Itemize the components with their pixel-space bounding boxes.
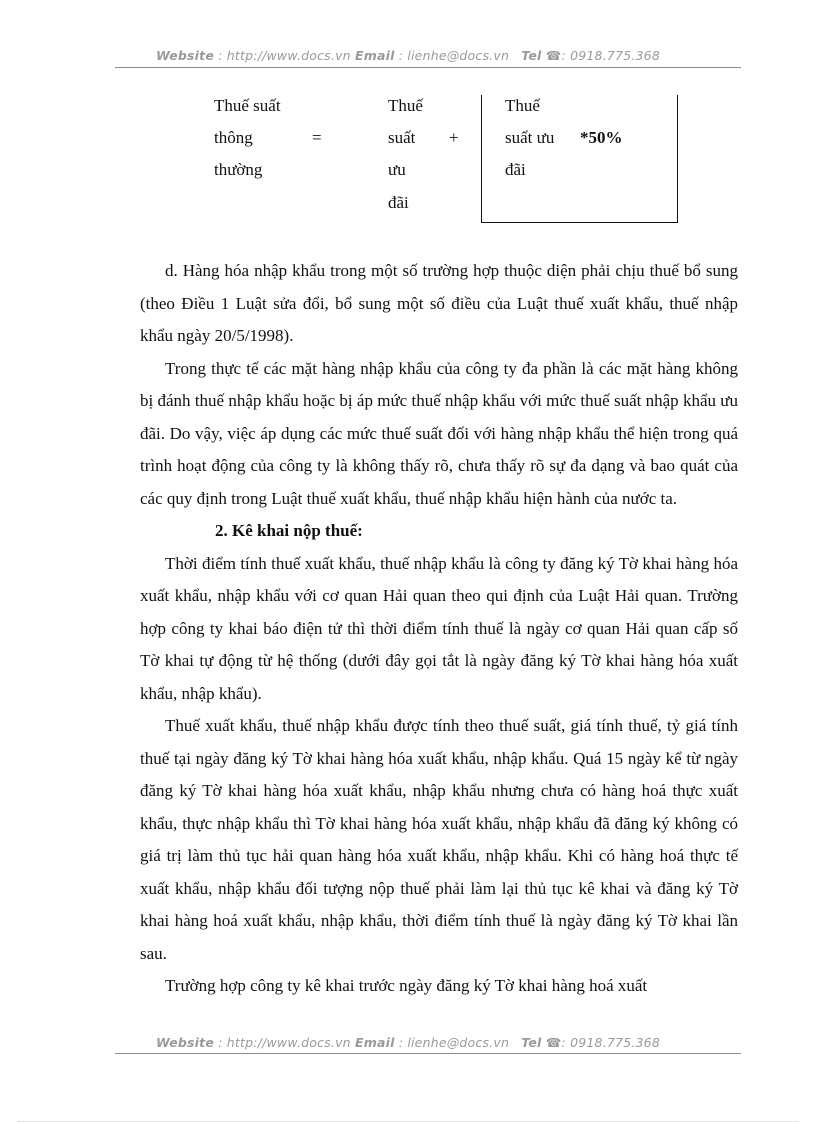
email-address[interactable]: : lienhe@docs.vn	[398, 1035, 510, 1050]
formula-left-line-1: Thuế suất	[214, 96, 281, 115]
email-label: Email	[354, 1035, 395, 1050]
website-url[interactable]: : http://www.docs.vn	[218, 48, 351, 63]
paragraph-calculation: Thuế xuất khẩu, thuế nhập khẩu được tính theo thuế suất, giá tính thuế, tỷ giá tính thuế tại ngày đăng ký Tờ khai hàng hóa xuất khẩu, nhập khẩu. Quá 15 ngày kể từ ngày đăng ký Tờ khai hàng hóa xuất khẩu, nhập khẩu nhưng chưa có hàng hoá thực xuất khẩu, thực nhập khẩu thì Tờ khai hàng hóa xuất khẩu, nhập khẩu đã đăng ký không có giá trị làm thủ tục hải quan hàng hóa xuất khẩu, nhập khẩu. Khi có hàng hoá thực tế xuất khẩu, nhập khẩu đối tượng nộp thuế phải làm lại thủ tục kê khai và đăng ký Tờ khai hàng hoá xuất khẩu, nhập khẩu, thời điểm tính thuế là ngày đăng ký Tờ khai lần sau.	[140, 716, 738, 963]
phone-icon: ☎	[545, 1035, 562, 1050]
email-label: Email	[354, 48, 395, 63]
formula-middle-line-2: suất	[388, 128, 416, 147]
email-address[interactable]: : lienhe@docs.vn	[398, 48, 510, 63]
paragraph-practice: Trong thực tế các mặt hàng nhập khẩu của công ty đa phần là các mặt hàng không bị đánh thuế nhập khẩu hoặc bị áp mức thuế nhập khẩu với mức thuế suất nhập khẩu ưu đãi. Do vậy, việc áp dụng các mức thuế suất đối với hàng nhập khẩu thể hiện trong quá trình hoạt động của công ty là không thấy rõ, chưa thấy rõ sự đa dạng và bao quát của các quy định trong Luật thuế xuất khẩu, thuế nhập khẩu hiện hành của nước ta.	[140, 358, 738, 508]
website-label: Website	[156, 1035, 215, 1050]
paragraph-prior-declaration: Trường hợp công ty kê khai trước ngày đăng ký Tờ khai hàng hoá xuất	[165, 976, 648, 995]
formula-right-line-1: Thuế	[505, 96, 540, 115]
formula-multiplier: *50%	[580, 128, 623, 147]
formula-middle-line-1: Thuế	[388, 96, 423, 115]
document-body	[140, 255, 738, 1003]
formula-right-line-2: suất ưu	[505, 128, 555, 147]
formula-left-line-2: thông	[214, 128, 253, 147]
formula-middle-line-3: ưu	[388, 160, 406, 179]
tel-label: Tel	[521, 48, 542, 63]
tel-label: Tel	[521, 1035, 542, 1050]
page-edge-dots	[18, 1121, 798, 1122]
page-footer	[0, 1035, 816, 1050]
paragraph-d: d. Hàng hóa nhập khẩu trong một số trường hợp thuộc diện phải chịu thuế bổ sung (theo Điều 1 Luật sửa đổi, bổ sung một số điều của Luật thuế xuất khẩu, thuế nhập khẩu ngày 20/5/1998).	[140, 261, 738, 345]
formula-left-line-3: thường	[214, 160, 263, 179]
formula-middle-line-4: đãi	[388, 193, 409, 212]
formula-equals-sign: =	[312, 128, 322, 147]
section-heading: 2. Kê khai nộp thuế:	[215, 521, 363, 540]
website-url[interactable]: : http://www.docs.vn	[218, 1035, 351, 1050]
tax-formula	[0, 0, 816, 240]
tel-number: : 0918.775.368	[561, 1035, 660, 1050]
footer-rule	[115, 1053, 741, 1054]
paragraph-timing: Thời điểm tính thuế xuất khẩu, thuế nhập khẩu là công ty đăng ký Tờ khai hàng hóa xuất khẩu, nhập khẩu với cơ quan Hải quan theo qui định của Luật Hải quan. Trường hợp công ty khai báo điện tử thì thời điểm tính thuế là ngày cơ quan Hải quan cấp số Tờ khai tự động từ hệ thống (dưới đây gọi tắt là ngày đăng ký Tờ khai hàng hóa xuất khẩu, nhập khẩu).	[140, 553, 738, 703]
phone-icon: ☎	[545, 48, 562, 63]
formula-plus-sign: +	[449, 128, 459, 147]
website-label: Website	[156, 48, 215, 63]
formula-right-line-3: đãi	[505, 160, 526, 179]
tel-number: : 0918.775.368	[561, 48, 660, 63]
